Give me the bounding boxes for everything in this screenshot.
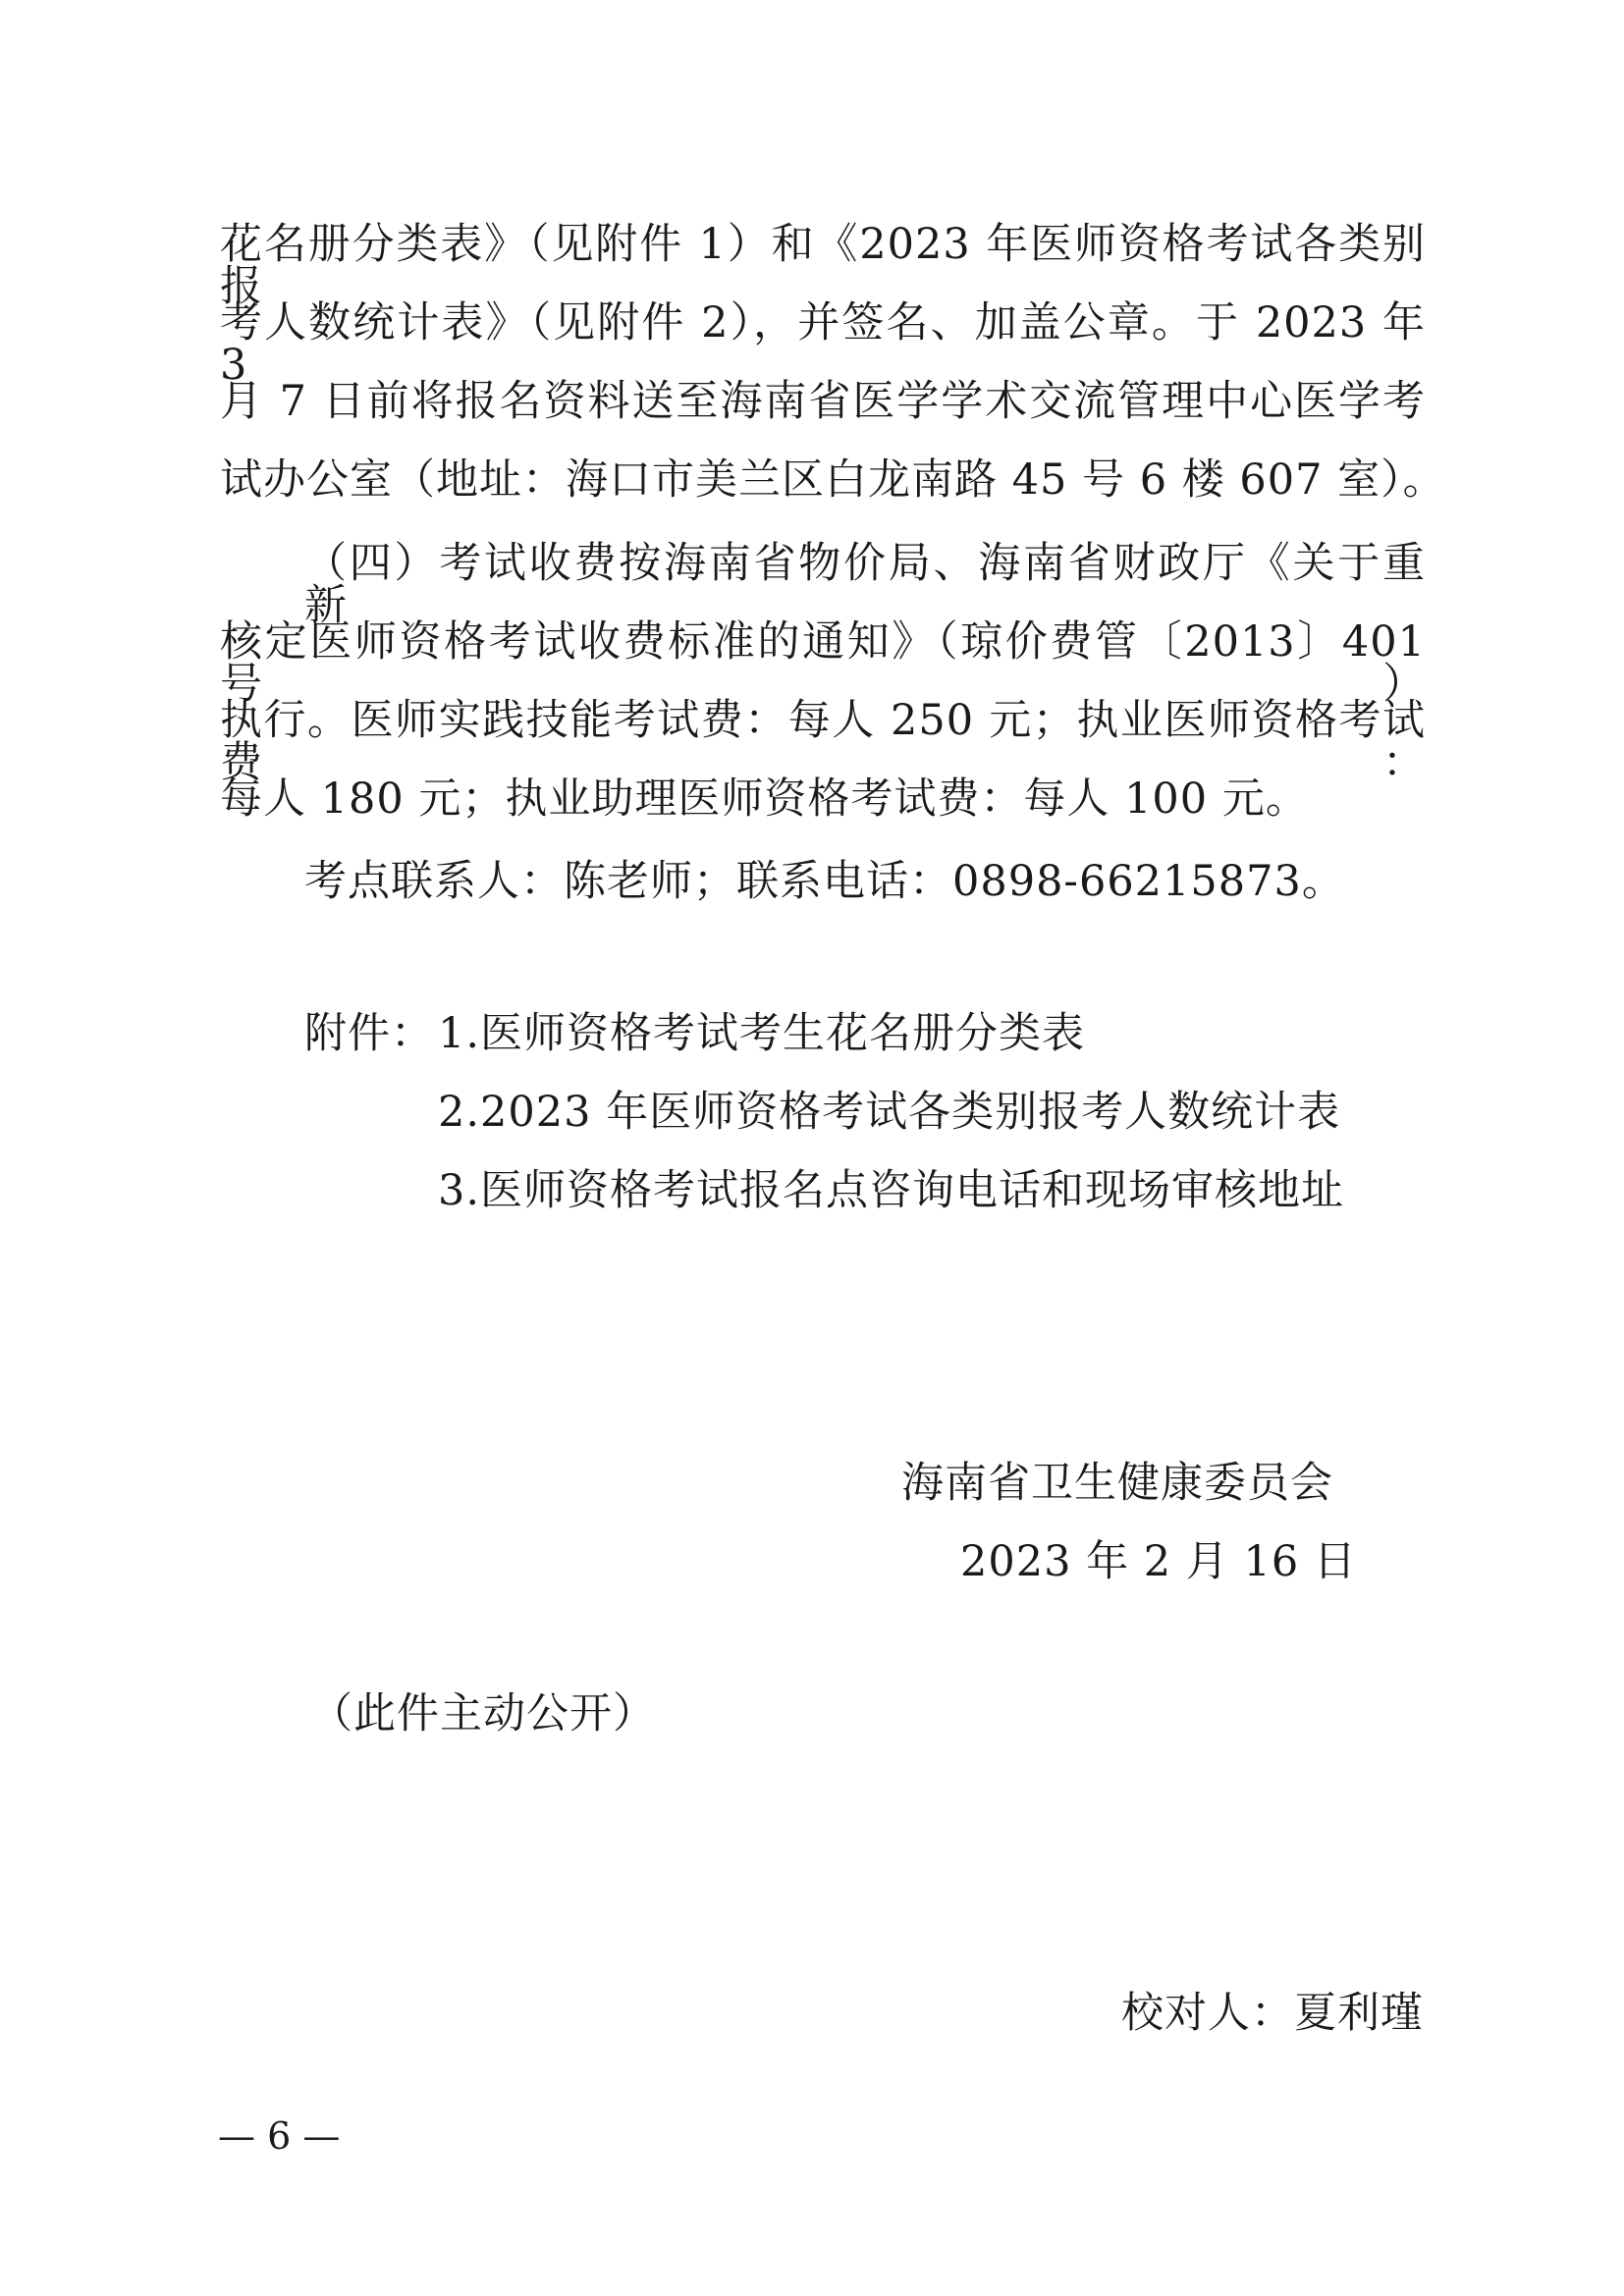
para2-line-1: （四）考试收费按海南省物价局、海南省财政厅《关于重新	[304, 539, 1426, 630]
page-number: — 6 —	[218, 2114, 341, 2158]
attachment-item-1: 1.医师资格考试考生花名册分类表	[438, 1009, 1086, 1058]
contact-line: 考点联系人：陈老师；联系电话：0898-66215873。	[304, 857, 1345, 906]
para1-line-4: 试办公室（地址：海口市美兰区白龙南路 45 号 6 楼 607 室）。	[220, 455, 1446, 505]
para2-line-4: 每人 180 元；执业助理医师资格考试费：每人 100 元。	[220, 774, 1309, 824]
para1-line-3: 月 7 日前将报名资料送至海南省医学学术交流管理中心医学考	[220, 377, 1426, 426]
issuing-organization: 海南省卫生健康委员会	[901, 1459, 1333, 1508]
attachment-item-2: 2.2023 年医师资格考试各类别报考人数统计表	[438, 1088, 1341, 1137]
para1-line-1: 花名册分类表》（见附件 1）和《2023 年医师资格考试各类别报	[220, 220, 1426, 311]
para2-line-3: 执行。医师实践技能考试费：每人 250 元；执业医师资格考试费：	[220, 696, 1426, 787]
attachment-item-3: 3.医师资格考试报名点咨询电话和现场审核地址	[438, 1166, 1345, 1215]
issue-date: 2023 年 2 月 16 日	[960, 1537, 1357, 1586]
para2-line-2: 核定医师资格考试收费标准的通知》（琼价费管〔2013〕401 号）	[220, 617, 1426, 709]
para1-line-2: 考人数统计表》（见附件 2），并签名、加盖公章。于 2023 年 3	[220, 298, 1426, 390]
attachments-label: 附件：	[304, 1009, 434, 1058]
disclosure-note: （此件主动公开）	[310, 1689, 656, 1738]
proofreader: 校对人：夏利瑾	[1121, 1989, 1424, 2038]
